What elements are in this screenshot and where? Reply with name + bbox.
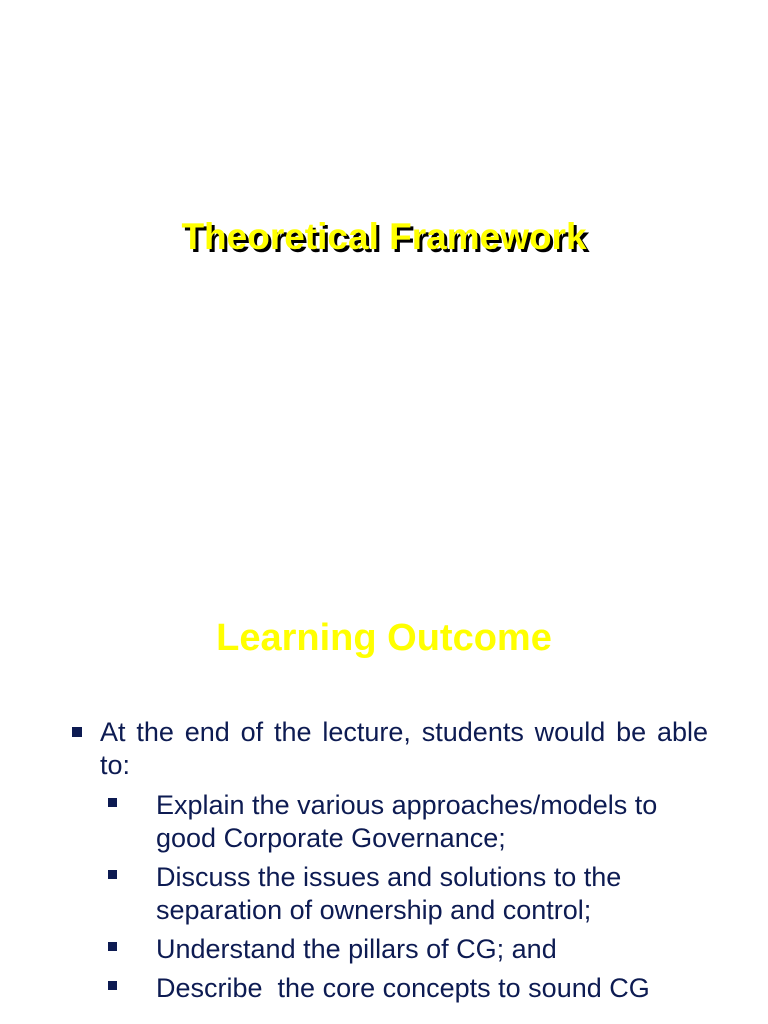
square-bullet-icon [108, 942, 117, 951]
outcome-text: Understand the pillars of CG; and [156, 934, 557, 964]
intro-text: At the end of the lecture, students would be able to: [100, 717, 708, 780]
square-bullet-icon [72, 727, 82, 737]
intro-list [72, 716, 708, 782]
intro-item [72, 716, 708, 782]
learning-outcome-heading: Learning Outcome [216, 617, 552, 659]
outcome-text: Describe the core concepts to sound CG [156, 973, 650, 1003]
outcome-item [104, 933, 714, 966]
square-bullet-icon [108, 870, 117, 879]
outcome-text: Discuss the issues and solutions to the separation of ownership and control; [156, 862, 622, 925]
outcome-text: Explain the various approaches/models to good Corporate Governance; [156, 790, 658, 853]
outcomes-list [104, 789, 714, 1011]
square-bullet-icon [108, 981, 117, 990]
outcome-item [104, 789, 714, 855]
outcome-item [104, 861, 714, 927]
slide-title: Theoretical Framework [181, 216, 587, 257]
outcome-item [104, 972, 714, 1005]
square-bullet-icon [108, 798, 117, 807]
